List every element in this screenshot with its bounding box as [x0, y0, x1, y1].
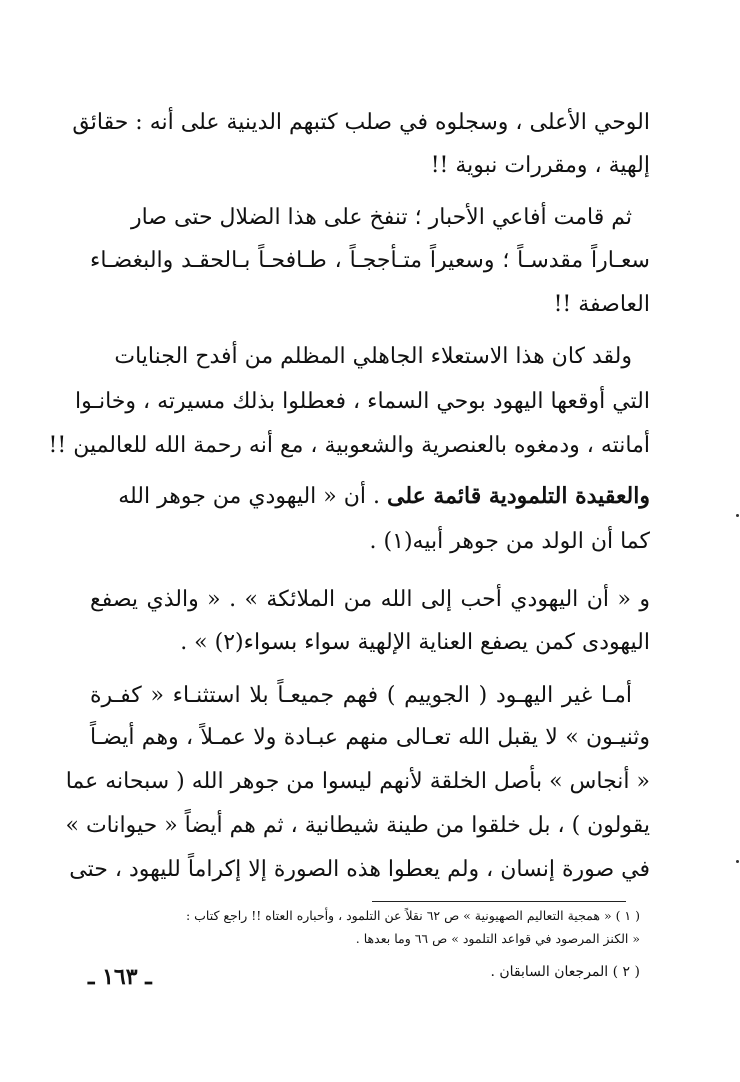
- text-line: « أنجاس » بأصل الخلقة لأنهم ليسوا من جوهر الله ( سبحانه عما: [65, 769, 650, 794]
- page-number: ـ ١٦٣ ـ: [88, 964, 152, 990]
- text-line: سعـاراً مقدسـاً ؛ وسعيراً متـأججـاً ، طـافحـاً بـالحقـد والبغضـاء: [90, 248, 650, 273]
- text-line: أمانته ، ودمغوه بالعنصرية والشعوبية ، مع أنه رحمة الله للعالمين !!: [48, 433, 650, 458]
- text-line: العاصفة !!: [553, 292, 650, 317]
- text-line: أمـا غير اليهـود ( الجوييم ) فهم جميعـاً بلا استثنـاء « كفـرة: [90, 683, 632, 708]
- scan-speck: [736, 514, 739, 517]
- text-line: التي أوقعها اليهود بوحي السماء ، فعطلوا بذلك مسيرته ، وخانـوا: [75, 389, 650, 414]
- text-line: ولقد كان هذا الاستعلاء الجاهلي المظلم من أفدح الجنايات: [114, 344, 632, 369]
- text-line: في صورة إنسان ، ولم يعطوا هذه الصورة إلا إكراماً لليهود ، حتى: [69, 857, 650, 882]
- text-line: ثم قامت أفاعي الأحبار ؛ تنفخ على هذا الضلال حتى صار: [130, 205, 632, 230]
- text-line: يقولون ) ، بل خلقوا من طينة شيطانية ، ثم هم أيضاً « حيوانات »: [65, 813, 650, 838]
- footnote-line: ( ٢ ) المرجعان السابقان .: [490, 964, 640, 980]
- footnote-line: ( ١ ) « همجية التعاليم الصهيونية » ص ٦٢ نقلاً عن التلمود ، وأحباره العتاه !! راجع كتاب :: [185, 908, 640, 923]
- text-span: . أن « اليهودي من جوهر الله: [118, 484, 387, 509]
- scan-speck: [736, 860, 739, 863]
- bold-phrase: والعقيدة التلمودية قائمة على: [386, 483, 650, 509]
- text-line: الوحي الأعلى ، وسجلوه في صلب كتبهم الدينية على أنه : حقائق: [72, 110, 650, 135]
- footnote-line: « الكنز المرصود في قواعد التلمود » ص ٦٦ وما بعدها .: [355, 931, 640, 946]
- text-line: و « أن اليهودي أحب إلى الله من الملائكة » . « والذي يصفع: [90, 587, 650, 612]
- text-line: [90, 476, 650, 517]
- text-line: كما أن الولد من جوهر أبيه(١) .: [369, 529, 650, 554]
- text-line: إلهية ، ومقررات نبوية !!: [430, 153, 650, 178]
- footnote-divider: [372, 901, 626, 902]
- text-line: وثنيـون » لا يقبل الله تعـالى منهم عبـادة ولا عمـلاً ، وهم أيضـاً: [90, 725, 650, 750]
- text-line: اليهودى كمن يصفع العناية الإلهية سواء بسواء(٢) » .: [180, 630, 650, 655]
